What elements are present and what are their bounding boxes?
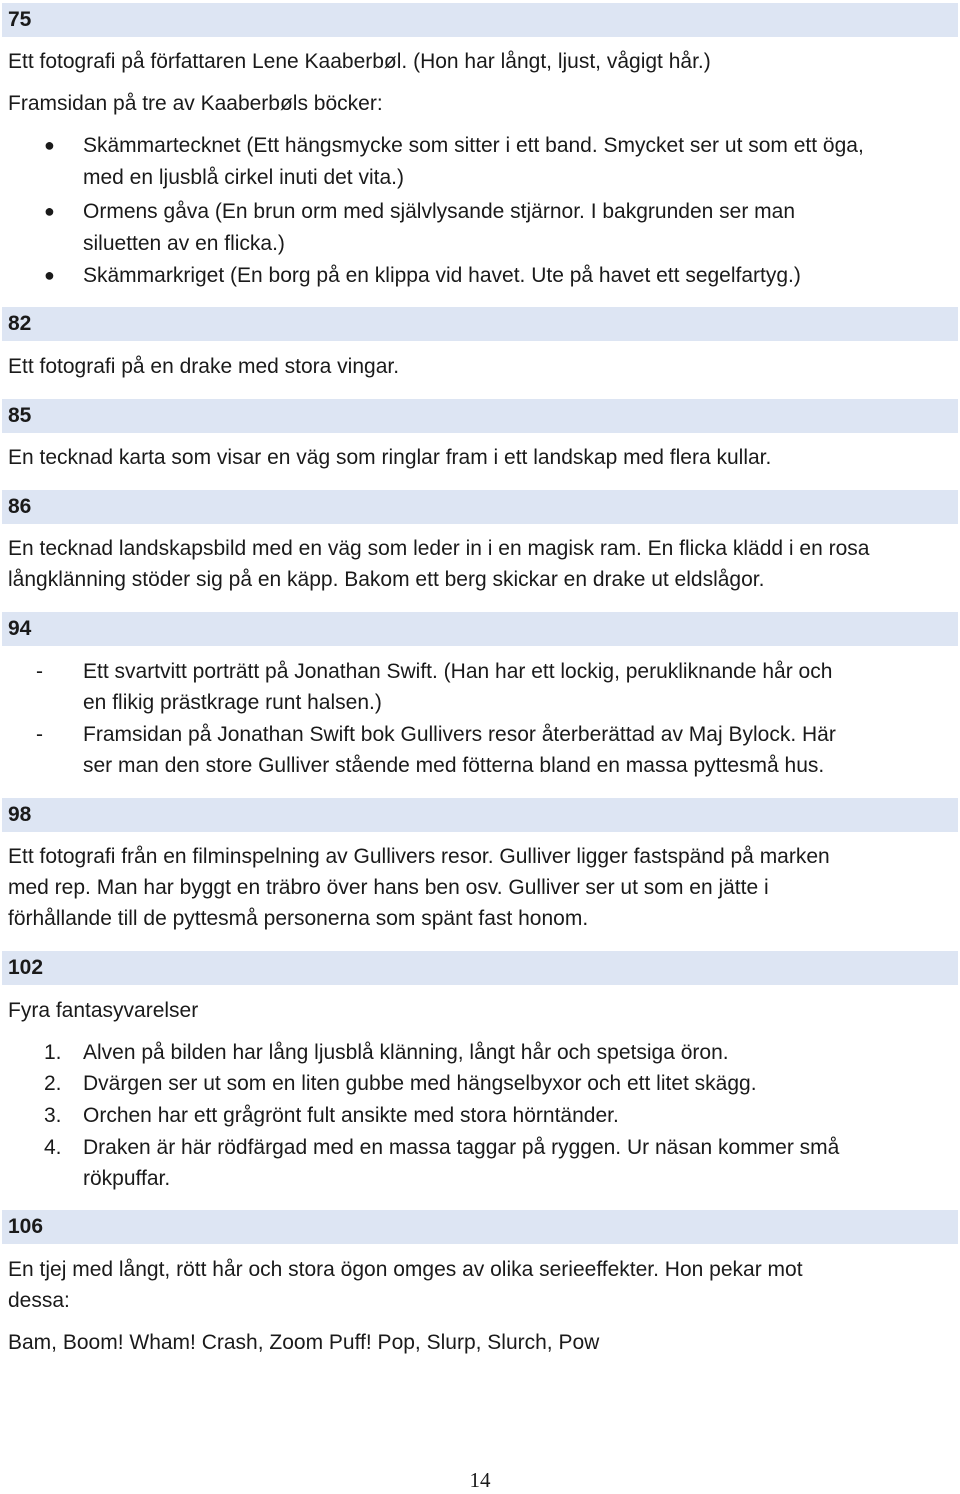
paragraph: Bam, Boom! Wham! Crash, Zoom Puff! Pop, Slurp, Slurch, Pow: [8, 1331, 600, 1354]
list-item-line: med en ljusblå cirkel inuti det vita.): [83, 166, 404, 189]
list-item-line: rökpuffar.: [83, 1167, 171, 1190]
bullet-marker: ●: [44, 201, 55, 221]
paragraph-line: förhållande till de pyttesmå personerna som spänt fast honom.: [8, 907, 589, 930]
list-item-line: Framsidan på Jonathan Swift bok Gullivers resor återberättad av Maj Bylock. Här: [83, 723, 836, 746]
list-number: 3.: [44, 1104, 62, 1127]
paragraph-line: En tjej med långt, rött hår och stora ögon omges av olika serieeffekter. Hon pekar mot: [8, 1258, 803, 1281]
paragraph-line: långklänning stöder sig på en käpp. Bakom ett berg skickar en drake ut eldslågor.: [8, 568, 765, 591]
dash-marker: -: [36, 660, 43, 683]
bullet-marker: ●: [44, 265, 55, 285]
section-header-85: 85: [2, 399, 958, 433]
section-header-94: 94: [2, 612, 958, 646]
list-item-line: Skämmartecknet (Ett hängsmycke som sitter i ett band. Smycket ser ut som ett öga,: [83, 134, 864, 157]
list-item-line: Alven på bilden har lång ljusblå klänning, långt hår och spetsiga öron.: [83, 1041, 729, 1064]
list-number: 1.: [44, 1041, 62, 1064]
section-header-75: 75: [2, 3, 958, 37]
paragraph-line: med rep. Man har byggt en träbro över hans ben osv. Gulliver ser ut som en jätte i: [8, 876, 769, 899]
section-header-106: 106: [2, 1210, 958, 1244]
list-item-line: siluetten av en flicka.): [83, 232, 285, 255]
list-item-line: Dvärgen ser ut som en liten gubbe med hängselbyxor och ett litet skägg.: [83, 1072, 757, 1095]
list-item-line: Draken är här rödfärgad med en massa taggar på ryggen. Ur näsan kommer små: [83, 1136, 840, 1159]
paragraph-line: En tecknad landskapsbild med en väg som leder in i en magisk ram. En flicka klädd i en rosa: [8, 537, 870, 560]
list-item-line: Ett svartvitt porträtt på Jonathan Swift. (Han har ett lockig, perukliknande hår och: [83, 660, 833, 683]
list-item-line: Orchen har ett grågrönt fult ansikte med stora hörntänder.: [83, 1104, 619, 1127]
section-header-82: 82: [2, 307, 958, 341]
dash-marker: -: [36, 723, 43, 746]
section-header-98: 98: [2, 798, 958, 832]
page-number: 14: [469, 1468, 491, 1492]
list-item-line: Skämmarkriget (En borg på en klippa vid havet. Ute på havet ett segelfartyg.): [83, 264, 801, 287]
section-header-102: 102: [2, 951, 958, 985]
list-item-line: en flikig prästkrage runt halsen.): [83, 691, 382, 714]
list-number: 4.: [44, 1136, 62, 1159]
list-number: 2.: [44, 1072, 62, 1095]
paragraph-line: dessa:: [8, 1289, 70, 1312]
list-item-line: Ormens gåva (En brun orm med självlysande stjärnor. I bakgrunden ser man: [83, 200, 796, 223]
paragraph: Ett fotografi på författaren Lene Kaaberbøl. (Hon har långt, ljust, vågigt hår.): [8, 50, 711, 73]
bullet-marker: ●: [44, 135, 55, 155]
paragraph-line: Ett fotografi från en filminspelning av Gullivers resor. Gulliver ligger fastspänd på marken: [8, 845, 830, 868]
paragraph: Framsidan på tre av Kaaberbøls böcker:: [8, 92, 383, 115]
paragraph: En tecknad karta som visar en väg som ringlar fram i ett landskap med flera kullar.: [8, 446, 772, 469]
list-item-line: ser man den store Gulliver stående med fötterna bland en massa pyttesmå hus.: [83, 754, 825, 777]
section-header-86: 86: [2, 490, 958, 524]
paragraph: Ett fotografi på en drake med stora vingar.: [8, 355, 400, 378]
paragraph: Fyra fantasyvarelser: [8, 999, 199, 1022]
